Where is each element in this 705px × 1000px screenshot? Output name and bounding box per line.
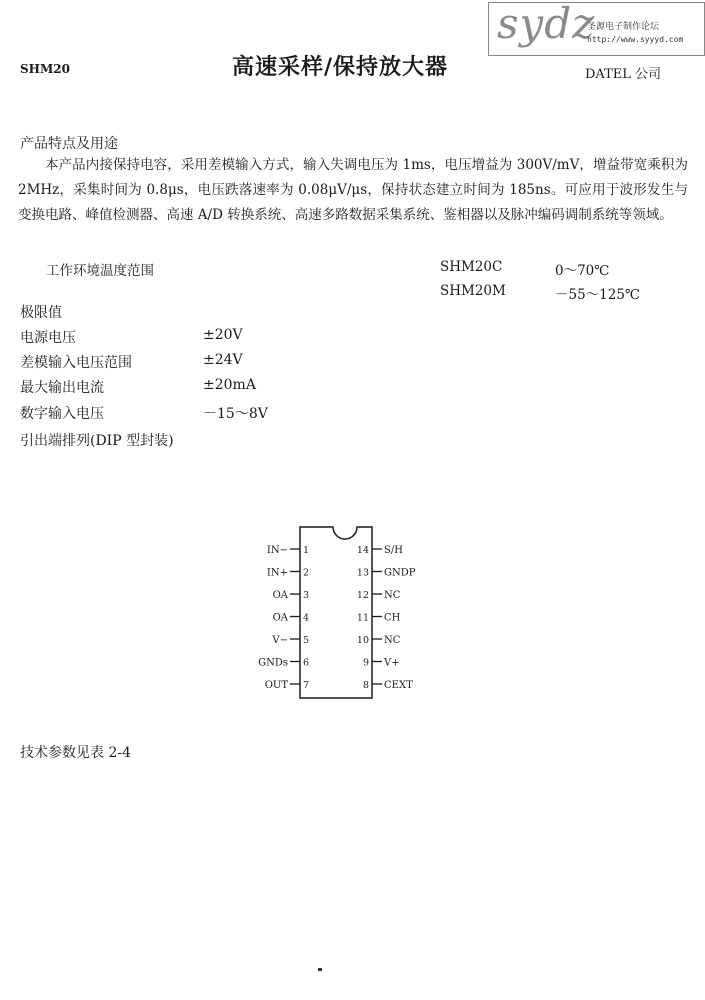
rating-label: 差模输入电压范围 [20,355,132,371]
pin-number-label: 12 [356,590,369,601]
pin-number-label: 1 [303,545,310,556]
rating-label: 数字输入电压 [20,406,104,422]
footer-reference: 技术参数见表 2-4 [20,745,131,761]
company-name: DATEL 公司 [585,67,662,82]
pin-number-label: 13 [356,567,369,579]
temp-model: SHM20C [440,259,503,275]
pin-name-label: NC [384,590,401,601]
watermark-site-name: 圣源电子制作论坛 [587,22,660,32]
pin-number-label: 2 [303,567,310,579]
page-title: 高速采样/保持放大器 [232,55,449,80]
pin-number-label: 11 [356,612,369,624]
pin-name-label: OA [272,590,288,601]
watermark-box [488,2,705,56]
pin-number-label: 4 [303,612,310,624]
left-pin-column [258,545,309,691]
pin-name-label: NC [384,635,401,646]
temperature-range-label: 工作环境温度范围 [46,263,154,279]
part-number: SHM20 [20,62,70,76]
pin-name-label: V− [272,635,288,646]
rating-label: 电源电压 [20,330,76,346]
pin-number-label: 9 [362,657,369,669]
rating-value: ±24V [203,352,243,368]
features-heading: 产品特点及用途 [20,136,118,152]
rating-value: －15～8V [203,406,268,422]
watermark-url: http://www.syyyd.com [587,35,684,44]
pin-number-label: 5 [303,635,310,646]
pinout-caption: 引出端排列(DIP 型封装) [20,433,174,449]
temp-range: 0～70℃ [555,263,610,279]
pin-name-label: IN+ [266,567,288,579]
pin-number-label: 14 [356,545,369,556]
temp-model: SHM20M [440,283,506,299]
pin-name-label: IN− [266,545,288,556]
pin-number-label: 10 [356,635,369,646]
scan-speck [318,968,322,971]
rating-value: ±20V [203,327,243,343]
pin-name-label: CEXT [384,680,413,691]
pin-name-label: OA [272,612,288,624]
pin-name-label: GNDs [258,657,288,669]
pin-name-label: V+ [384,657,400,669]
pin-name-label: CH [384,612,401,624]
pin-number-label: 7 [303,680,310,691]
rating-label: 最大输出电流 [20,380,104,396]
features-description: 本产品内接保持电容，采用差模输入方式，输入失调电压为 1ms，电压增益为 300V/mV，增益带宽乘积为 2MHz，采集时间为 0.8μs，电压跌落速率为 0.08μV/μs，保持状态建立时间为 185ns。可应用于波形发生与变换电路、峰值检测器、高速 A/D 转换系统、高速多路数据采集系统、鉴相器以及脉冲编码调制系统等领域。 [18,157,688,223]
pin-number-label: 6 [303,657,310,669]
temp-range: －55～125℃ [555,287,641,303]
watermark-logo: sydz [497,0,596,48]
pin-number-label: 8 [362,680,369,691]
ratings-heading: 极限值 [20,305,62,321]
rating-value: ±20mA [203,377,256,393]
pin-name-label: OUT [264,680,288,691]
dip14-pinout-diagram [240,520,450,705]
pin-number-label: 3 [303,590,310,601]
pin-name-label: S/H [384,545,403,556]
pin-name-label: GNDP [384,567,416,579]
right-pin-column [357,545,416,691]
